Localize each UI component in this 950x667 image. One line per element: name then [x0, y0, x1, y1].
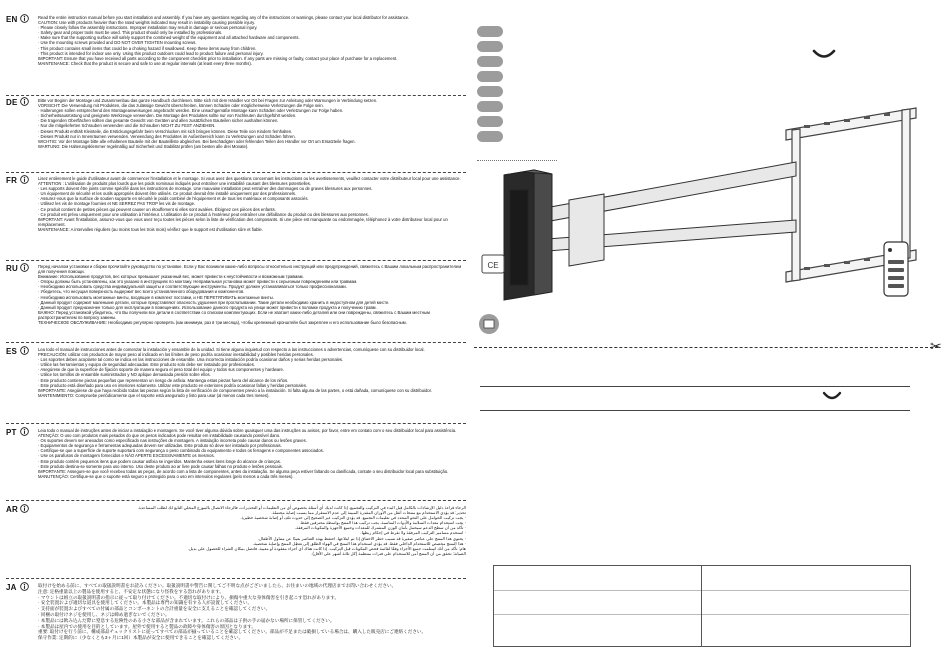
info-icon — [20, 263, 29, 272]
brand-smile-icon — [822, 390, 842, 402]
language-code: EN — [6, 15, 18, 24]
section-divider — [6, 578, 466, 579]
instruction-text: 取付けを始める前に、すべての取扱説明書をお読みください。取扱説明書や警告に関してご不明な点がございましたら、お住まいの地域の代理店までお問い合わせください。 注意: 定格重量以上の製品を使用すると、不安定な状態になり怪我をする恐れがあります。 · マウントは組立の取扱説明書の指示に従って取り付けてください。不適切な取付けにより、損傷や重大な身体傷害を引き起こす恐れがあります。 · 安全装置および適切な道具を使用してください。本製品は専門の知識を有する人が設置してください。 · 支持面が装置およびすべての付属の部品とコンポーネントの合計重量を安全に支えることを確認してください。 · 同梱の取付けネジを使用し、ネジは締め過ぎないでください。 · 本製品には飲み込んだ際に窒息する危険性のある小さな部品が含まれています。これらの部品は子供の手の届かない場所に保管してください。 · 本製品は屋内での使用を目的としています。屋外で使用すると製品の故障や身体傷害の原因となります。 重要: 取付けを行う前に、構成部品チェックリストに従ってすべての部品が揃っていることを確認してください。部品が不足または破損している場合は、購入した販売店にご連絡ください。 保守作業: 定期的に（少なくとも3ヶ月に1回）本製品が安全に使用できることを確認してください。 — [38, 583, 427, 641]
section-divider — [6, 342, 466, 343]
package-icon — [477, 313, 501, 335]
language-code: ES — [6, 347, 18, 356]
instruction-text: Read the entire instruction manual before you start installation and assembly. If you have any questions regarding any of the instructions or warnings, please contact your local distributor for assistance. CAUTION: Use with products heavier than the rated weights indicated may result in instability causing possible injury. · Please closely follow the assembly instructions. Improper installation may result in damage or serious personal injury. · Safety gear and proper tools must be used. This product should only be installed by professionals. · Make sure that the supporting surface will safely support the combined weight of the equipment and all attached hardware and components. · Use the mounting screws provided and DO NOT OVER TIGHTEN mounting screws. · This product contains small items that could be a choking hazard if swallowed. Keep these items away from children. · This product is intended for indoor use only. Using this product outdoors could lead to product failure and personal injury. IMPORTANT: Ensure that you have received all parts according to the component checklist prior to installation. If any parts are missing or faulty, contact your place of purchase for a replacement. MAINTENANCE: Check that the product is secure and safe to use at regular intervals (at least every three months). — [38, 15, 410, 66]
info-box — [493, 565, 911, 647]
field-line — [494, 614, 701, 615]
language-tab — [477, 71, 503, 82]
language-tab — [477, 41, 503, 52]
section-divider — [6, 260, 466, 261]
card-rule — [480, 410, 910, 411]
language-code: RU — [6, 264, 18, 273]
language-tab — [477, 56, 503, 67]
info-icon — [20, 582, 29, 591]
info-icon — [20, 504, 29, 513]
info-icon — [20, 175, 29, 184]
tv-mount-illustration — [474, 100, 944, 340]
scissors-icon: ✂ — [930, 338, 942, 354]
instruction-text: Leia todo o manual de instruções antes de iniciar a instalação e montagem. Se você tiver alguma dúvida sobre quaisquer uma das instruções ou avisos, por favor, entre em contato com o seu distribuidor local para assistência. ATENÇÃO: O uso com produtos mais pesados do que os pesos indicados pode resultar em instabilidade causando possível dano. · Os suportes devem ser anexados como especificado nas instruções de montagem. A instalação incorreta pode causar danos ou lesões graves. · Equipamentos de segurança e ferramentas adequadas devem ser utilizadas. Este produto só deve ser instalado por profissionais. · Certifique-se que a superfície de suporte suportará com segurança o peso combinado do equipamento e todos os ferragens e componentes associados. · Use os parafusos de montagem fornecidos e NÃO APERTE EXCESSIVAMENTE os mesmos. · Este produto contém pequenos itens que podem causar asfixia se ingeridos. Mantenha esses itens longe do alcance de crianças. · Este produto destina-se somente para uso interno. Uso deste produto ao ar livre pode causar falhas no produto e lesões pessoais. IMPORTANTE: Assegure-se que você recebeu todas as peças, de acordo com a lista de componentes, antes da instalação. Se alguma peça estiver faltando ou danificada, contate o seu distribuidor local para substituição. MANUTENÇÃO: Certifique-se que o suporte está seguro e protegido para o uso em intervalos regulares (pelo menos a cada três meses). — [38, 428, 457, 479]
section-en — [6, 15, 466, 95]
section-divider — [6, 95, 466, 96]
section-ja — [6, 583, 466, 663]
field-line — [494, 590, 701, 591]
section-divider — [6, 172, 466, 173]
section-fr — [6, 176, 466, 256]
instruction-text: Перед началом установки и сборки прочитайте руководство по установке. Если у Вас возникли какие-либо вопросы относительно инструкций или предупреждений, свяжитесь с Вашим локальным распространителем для получения помощи. Внимание: Использование продуктов, вес которых превышает указанный вес, может привести к неустойчивости и возможным травмам. · Опоры должны быть установлены, как это указано в инструкциях по монтажу. Неправильная установка может привести к серьезным повреждениям или травмам. · Необходимо использовать средства индивидуальной защиты и соответствующие инструменты. Продукт должен устанавливаться только профессионалами. · Убедитесь, что несущая поверхность выдержит вес всего установленного оборудования и компонентов. · Необходимо использовать монтажные винты, входящие в комплект поставки, и НЕ ПЕРЕТЯГИВАТЬ монтажные винты. · Данный продукт содержит маленькие детали, которые представляют опасность удушения при проглатывании. Такие детали необходимо хранить в недоступном для детей месте. · Данный продукт предназначен только для эксплуатации в помещениях. Использование данного продукта на улице может привести к поломке продукта и получению травм. ВАЖНО: Перед установкой убедитесь, что Вы получили все детали в соответствии со списком комплектующих. Если не хватает каких-либо деталей или они повреждены, свяжитесь с Вашим местным распространителем по вопросу замены. ТЕХНИЧЕСКОЕ ОБСЛУЖИВАНИЕ: Необходимо регулярно проверять (как минимум, раз в три месяца), чтобы крепежный кронштейн был закреплен и его использование было безопасным. — [38, 264, 462, 326]
language-code: PT — [6, 428, 17, 437]
section-es — [6, 347, 466, 423]
info-icon — [20, 346, 29, 355]
card-rule — [480, 386, 910, 387]
language-code: AR — [6, 505, 18, 514]
language-code: FR — [6, 176, 18, 185]
language-tab — [477, 86, 503, 97]
section-divider — [6, 423, 466, 424]
info-icon — [20, 427, 29, 436]
section-pt — [6, 428, 466, 498]
ce-icon — [482, 255, 504, 273]
language-tab — [477, 26, 503, 37]
section-ar — [6, 505, 466, 577]
svg-text:CE: CE — [487, 261, 499, 270]
remote-control-icon — [884, 242, 908, 296]
field-line — [702, 590, 909, 591]
section-ru — [6, 264, 466, 340]
section-de — [6, 98, 466, 170]
instructions-column — [0, 0, 470, 667]
instruction-text: الرجاء قراءة دليل الإرشادات بالكامل قبل البدء في التركيب والتجميع. إذا كانت لديك أي أسئلة بخصوص أي من التعليمات أو التحذيرات، فالرجاء الاتصال بالموزع المحلي التابع لك لطلب المساعدة. تحذير: قد يؤدي الاستخدام مع منتجات أثقل من الأوزان المقدرة المبينة إلى عدم الاستقرار مما يسبب إصابة محتملة. · يجب تركيب الحوامل على النحو المحدد في تعليمات التجميع. قد يؤدي التركيب غير الصحيح إلى حدوث تلف أو إصابة شخصية خطيرة. · يجب استخدام معدات السلامة والأدوات المناسبة. يجب تركيب هذا المنتج بواسطة محترفين فقط. · تأكد من أن سطح الدعم سيحمل بأمان الوزن المشترك للمعدات وجميع الأجهزة والمكونات المرفقة. · استخدم مسامير التركيب المرفقة ولا تفرط في إحكام ربطها. · يحتوي هذا المنتج على عناصر صغيرة قد تسبب خطر الاختناق إذا تم ابتلاعها. احتفظ بهذه العناصر بعيدًا عن متناول الأطفال. · هذا المنتج مخصص للاستخدام الداخلي فقط. قد يؤدي استخدام هذا المنتج في الهواء الطلق إلى تعطل المنتج وإصابة شخصية. هام: تأكد من أنك استلمت جميع الأجزاء وفقًا لقائمة فحص المكونات قبل التركيب. إذا كانت هناك أي أجزاء مفقودة أو معيبة، فاتصل بمكان الشراء للحصول على بديل. الصيانة: تحقق من أن المنتج آمن للاستخدام على فترات منتظمة (كل ثلاثة أشهر على الأقل). — [137, 505, 466, 556]
box-divider — [701, 566, 702, 646]
instruction-text: Lea todo el manual de instrucciones antes de comenzar la instalación y ensamble de la unidad. Si tiene alguna inquietud con respecto a las instrucciones o advertencias, comuníquese con su distribuidor local. PRECAUCIÓN: utilizar con productos de mayor peso al indicado en los límites de peso podría ocasionar inestabilidad y posibles heridas personales. · Los soportes deben acoplarse tal como se indica en las instrucciones de ensamble. Una incorrecta instalación podría ocasionar daños y serias heridas personales. · Utilice las herramientas y equipo de seguridad adecuadas. Este producto solo debe ser instalado por profesionales. · Asegúrese de que la superficie de fijación soporte de manera segura el peso total del equipo y todos sus componentes y hardware. · Utilice los tornillos de ensamble suministrados y NO aplique demasiada presión sobre ellos. · Este producto contiene piezas pequeñas que representan un riesgo de asfixia. Mantenga estas piezas fuera del alcance de los niños. · Este producto está diseñado para uso en interiores solamente. Utilizar este producto en exteriores podría ocasionar fallas y heridas personales. IMPORTANTE: Asegúrese de que haya recibido todas las piezas según la lista de verificación de componentes previo a la instalación. Si falta alguna de las partes, o está dañada, comuníquese con su distribuidor. MANTENIMIENTO: Compruebe periódicamente que el soporte está asegurado y listo para usar (al menos cada tres meses). — [38, 347, 432, 398]
field-line — [702, 614, 909, 615]
language-code: JA — [6, 583, 17, 592]
cut-line — [474, 347, 938, 348]
instruction-text: Bitte vor Beginn der Montage und Zusammenbau das ganze Handbuch durchlesen. Bitte sich mit dem Händler vor Ort bei Fragen zur Anleitung oder Warnungen in Verbindung setzen. VORSICHT: Die Verwendung mit Produkten, die das zulässige Gewicht überschreiten, können Schäden oder möglicherweise Verletzungen die Folge sein. · Halterungen sollen entsprechend den Montageanweisungen angebracht werden. Eine unsachgemäße Montage kann Schäden oder Verletzungen zur Folge haben. · Sicherheitsausrüstung und geeignete Werkzeuge verwenden. Die Montage des Produktes sollte nur von Fachleuten durchgeführt werden. · Die tragenden Oberflächen sollten das gesamte Gewicht von Geräten und allen zusätzlichen Bauteilen sicher aushalten können. · Nur die mitgelieferten Schrauben verwenden und die Schrauben NICHT ZU FEST ANZIEHEN. · Dieses Produkt enthält Kleinteile, die Erstickungsgefahr beim Verschlucken mit sich bringen können. Diese Teile von Kindern fernhalten. · Dieses Produkt nur in Innenräumen verwenden. Verwendung des Produktes im Außenbereich kann zu Verletzungen und Schäden führen. WICHTIG: Vor der Montage bitte alle erhaltenen Bauteile mit der Bauteilliste abgleichen. Bei beschädigten oder fehlenden Teilen den Händler vor Ort um Ersatzteile fragen. WARTUNG: Die Halterungsklemmer regelmäßig auf Sicherheit und Stabilität prüfen (am besten alle drei Monate). — [38, 98, 378, 149]
info-icon — [20, 97, 29, 106]
instruction-text: Lisez entièrement le guide d'utilisateur avant de commencer l'installation et le montage. Si vous avez des questions concernant les instructions ou les avertissements, veuillez contacter votre distributeur local pour une assistance. ATTENTION : L'utilisation de produits plus lourds que les poids nominaux indiqués peut entraîner une instabilité causant des blessures potentielles. · Les supports doivent être joints comme spécifié dans les instructions de montage. Une mauvaise installation peut entraîner des dommages ou de graves blessures aux personnes. · Un équipement de sécurité et les outils appropriés doivent être utilisés. Ce produit devrait être installé uniquement par des professionnels. · Assurez-vous que la surface de soutien supporte en sécurité le poids combiné de l'équipement et de tous les matériaux et composants associés. · Utilisez les vis de montage fournies et NE SERREZ PAS TROP les vis de montage. · Ce produit contient de petites pièces qui peuvent causer un étouffement si elles sont avalées. Éloignez ces pièces des enfants. · Ce produit est prévu uniquement pour une utilisation à l'intérieur. L'utilisation de ce produit à l'extérieur peut entraîner une défaillance du produit ou des blessures aux personnes. IMPORTANT: Avant l'installation, assurez-vous que vous avez reçu toutes les pièces selon la liste de vérification des composants. Si une pièce est manquante ou endommagée, téléphonez à votre distributeur local pour un remplacement. MAINTENANCE: A intervalles réguliers (au moins tous les trois mois) vérifiez que le support est d'utilisation sûre et fiable. — [38, 176, 461, 232]
brand-smile-icon — [812, 48, 836, 60]
info-icon — [20, 14, 29, 23]
section-divider — [6, 500, 466, 501]
language-code: DE — [6, 98, 18, 107]
